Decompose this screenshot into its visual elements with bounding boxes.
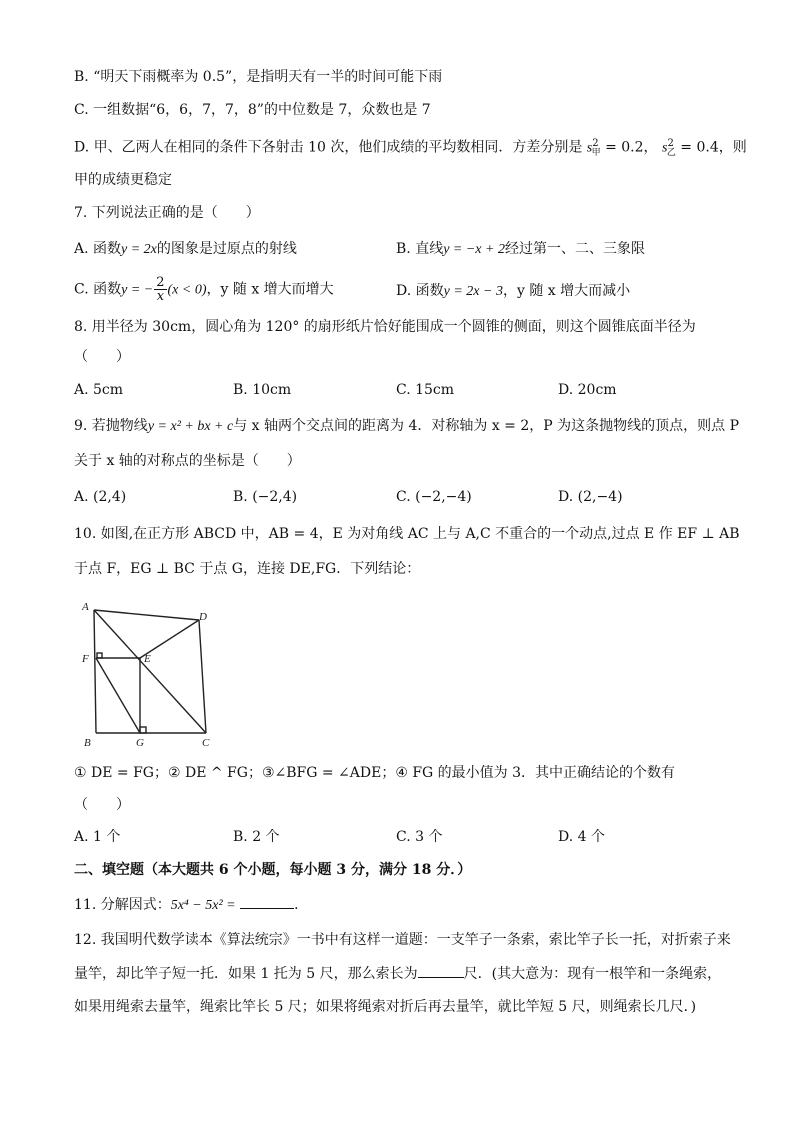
q7-option-a: A. 函数y = 2x的图象是过原点的射线 bbox=[74, 241, 297, 257]
q10-stem: 10. 如图,在正方形 ABCD 中，AB = 4，E 为对角线 AC 上与 A,C 不重合的一个动点,过点 E 作 EF ⊥ AB bbox=[74, 526, 740, 542]
side-da bbox=[94, 610, 199, 620]
q6-option-d: D. 甲、乙两人在相同的条件下各射击 10 次，他们成绩的平均数相同．方差分别是 $s^2_甲 = 0.2$， $s^2_乙 = 0.4$，则 bbox=[74, 138, 747, 159]
q9-option-c: C. (−2,−4) bbox=[396, 489, 472, 505]
q10-option-c: C. 3 个 bbox=[396, 829, 443, 845]
q9-stem: 9. 若抛物线y = x² + bx + c与 x 轴两个交点间的距离为 4．对称轴为 x = 2，P 为这条抛物线的顶点，则点 P bbox=[74, 418, 739, 434]
q10-stem-cont: 于点 F，EG ⊥ BC 于点 G，连接 DE,FG．下列结论： bbox=[74, 561, 421, 577]
q9-option-a: A. (2,4) bbox=[74, 489, 127, 505]
label-f: F bbox=[82, 653, 89, 665]
q10-option-a: A. 1 个 bbox=[74, 829, 121, 845]
right-angle-f bbox=[97, 653, 102, 658]
q6-option-b: B. “明天下雨概率为 0.5”，是指明天有一半的时间可能下雨 bbox=[74, 69, 443, 85]
q10-option-b: B. 2 个 bbox=[233, 829, 280, 845]
section-heading: 二、填空题（本大题共 6 个小题，每小题 3 分，满分 18 分．） bbox=[74, 862, 472, 878]
side-cd bbox=[199, 620, 206, 733]
q6-option-d-cont: 甲的成绩更稳定 bbox=[74, 172, 172, 188]
q8-paren: （ ） bbox=[74, 349, 130, 365]
q9-option-b: B. (−2,4) bbox=[233, 489, 298, 505]
answer-blank bbox=[240, 908, 294, 909]
q9-option-d: D. (2,−4) bbox=[558, 489, 623, 505]
label-a: A bbox=[82, 601, 89, 613]
fraction: $\frac{2}{x}$ bbox=[156, 275, 165, 304]
q8-option-c: C. 15cm bbox=[396, 382, 455, 398]
q8-stem: 8. 用半径为 30cm，圆心角为 120° 的扇形纸片恰好能围成一个圆锥的侧面，则这个圆锥底面半径为 bbox=[74, 319, 696, 335]
q12-stem-cont2: 如果用绳索去量竿，绳索比竿长 5 尺；如果将绳索对折后再去量竿，就比竿短 5 尺，则绳索长几尺．) bbox=[74, 999, 697, 1015]
label-d: D bbox=[199, 611, 207, 623]
q8-option-b: B. 10cm bbox=[233, 382, 292, 398]
q10-conclusions: ① DE = FG；② DE ^ FG；③∠BFG = ∠ADE；④ FG 的最小值为 3．其中正确结论的个数有 bbox=[74, 765, 676, 781]
square-figure bbox=[74, 600, 224, 750]
q12-stem-cont: 量竿，却比竿子短一托．如果 1 托为 5 尺，那么索长为 尺．(其大意为：现有一根竿和一条绳索， bbox=[74, 966, 722, 982]
q6-option-c: C. 一组数据“6，6，7，7，8”的中位数是 7，众数也是 7 bbox=[74, 102, 431, 118]
label-e: E bbox=[144, 653, 151, 665]
q12-stem: 12. 我国明代数学读本《算法统宗》一书中有这样一道题：一支竿子一条索，索比竿子长一托，对折索子来 bbox=[74, 932, 731, 948]
answer-blank bbox=[418, 977, 464, 978]
label-b: B bbox=[84, 737, 91, 749]
q9-stem-cont: 关于 x 轴的对称点的坐标是（ ） bbox=[74, 453, 301, 469]
q7-stem: 7. 下列说法正确的是（ ） bbox=[74, 205, 260, 221]
q7-option-b: B. 直线y = −x + 2经过第一、二、三象限 bbox=[396, 241, 645, 257]
segment-fg bbox=[96, 658, 140, 733]
q7-option-c: C. 函数y = − $\frac{2}{x}$ (x < 0)，y 随 x 增大而增大 bbox=[74, 275, 334, 304]
q10-paren: （ ） bbox=[74, 797, 130, 813]
q8-option-a: A. 5cm bbox=[74, 382, 124, 398]
q11-stem: 11. 分解因式：5x⁴ − 5x² = ． bbox=[74, 897, 309, 913]
right-angle-g bbox=[140, 727, 146, 733]
q8-option-d: D. 20cm bbox=[558, 382, 617, 398]
label-c: C bbox=[202, 737, 210, 749]
diagonal-ac bbox=[94, 610, 206, 733]
q10-option-d: D. 4 个 bbox=[558, 829, 605, 845]
side-ab bbox=[94, 610, 96, 733]
label-g: G bbox=[136, 737, 144, 749]
q7-option-d: D. 函数y = 2x − 3，y 随 x 增大而减小 bbox=[396, 283, 631, 299]
